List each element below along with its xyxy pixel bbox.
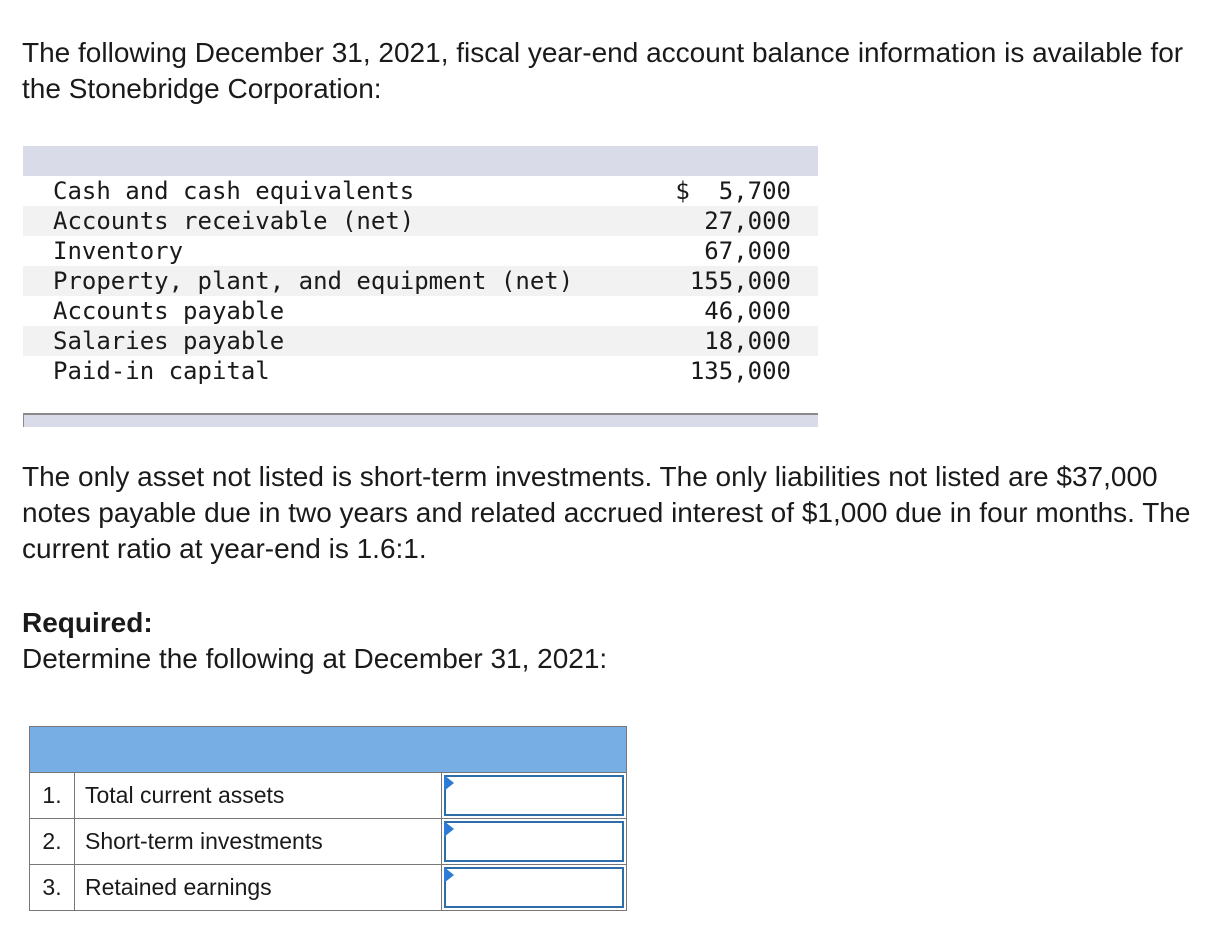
answer-row-retained-earnings bbox=[30, 865, 626, 910]
cell-marker-icon bbox=[444, 775, 454, 791]
balance-table-footer bbox=[23, 413, 818, 427]
answer-table bbox=[29, 726, 627, 911]
intro-text: The following December 31, 2021, fiscal year-end account balance information is available for the Stonebridge Corporation: bbox=[22, 37, 1184, 104]
total-current-assets-input[interactable] bbox=[444, 775, 624, 816]
balance-row-paid-in-capital bbox=[23, 356, 818, 386]
balance-rows bbox=[23, 176, 818, 386]
balance-value: 155,000 bbox=[689, 267, 791, 295]
balance-row-cash bbox=[23, 176, 818, 206]
row-number: 2. bbox=[30, 819, 75, 864]
row-number: 3. bbox=[30, 865, 75, 910]
row-label: Total current assets bbox=[75, 773, 442, 818]
balance-label: Property, plant, and equipment (net) bbox=[53, 267, 574, 295]
balance-label: Salaries payable bbox=[53, 327, 285, 355]
answer-table-header bbox=[30, 727, 626, 773]
balance-row-receivable bbox=[23, 206, 818, 236]
row-number: 1. bbox=[30, 773, 75, 818]
answer-cell bbox=[442, 773, 626, 818]
required-text: Determine the following at December 31, 2021: bbox=[22, 643, 608, 674]
balance-label: Accounts payable bbox=[53, 297, 285, 325]
balance-label: Paid-in capital bbox=[53, 357, 270, 385]
balance-row-salaries-payable bbox=[23, 326, 818, 356]
balance-label: Cash and cash equivalents bbox=[53, 177, 415, 205]
balance-row-inventory bbox=[23, 236, 818, 266]
cell-marker-icon bbox=[444, 867, 454, 883]
balance-row-accounts-payable bbox=[23, 296, 818, 326]
short-term-investments-input[interactable] bbox=[444, 821, 624, 862]
balance-label: Inventory bbox=[53, 237, 184, 265]
balance-value: 67,000 bbox=[704, 237, 791, 265]
retained-earnings-input[interactable] bbox=[444, 867, 624, 908]
balance-value: 46,000 bbox=[704, 297, 791, 325]
balance-row-ppe bbox=[23, 266, 818, 296]
answer-cell bbox=[442, 865, 626, 910]
balance-value: 27,000 bbox=[704, 207, 791, 235]
balance-value: 135,000 bbox=[689, 357, 791, 385]
balance-label: Accounts receivable (net) bbox=[53, 207, 415, 235]
row-label: Retained earnings bbox=[75, 865, 442, 910]
required-label: Required: bbox=[22, 607, 153, 638]
balance-value: $ 5,700 bbox=[675, 177, 791, 205]
cell-marker-icon bbox=[444, 821, 454, 837]
row-label: Short-term investments bbox=[75, 819, 442, 864]
balance-value: 18,000 bbox=[704, 327, 791, 355]
account-balance-table bbox=[23, 146, 818, 427]
balance-table-header bbox=[23, 146, 818, 176]
answer-row-short-term-investments bbox=[30, 819, 626, 865]
info-text: The only asset not listed is short-term investments. The only liabilities not listed are $37,000 notes payable due in two years and related accrued interest of $1,000 due in four months. The current ratio at year-end is 1.6:1. bbox=[22, 461, 1191, 564]
answer-cell bbox=[442, 819, 626, 864]
answer-row-total-current-assets bbox=[30, 773, 626, 819]
